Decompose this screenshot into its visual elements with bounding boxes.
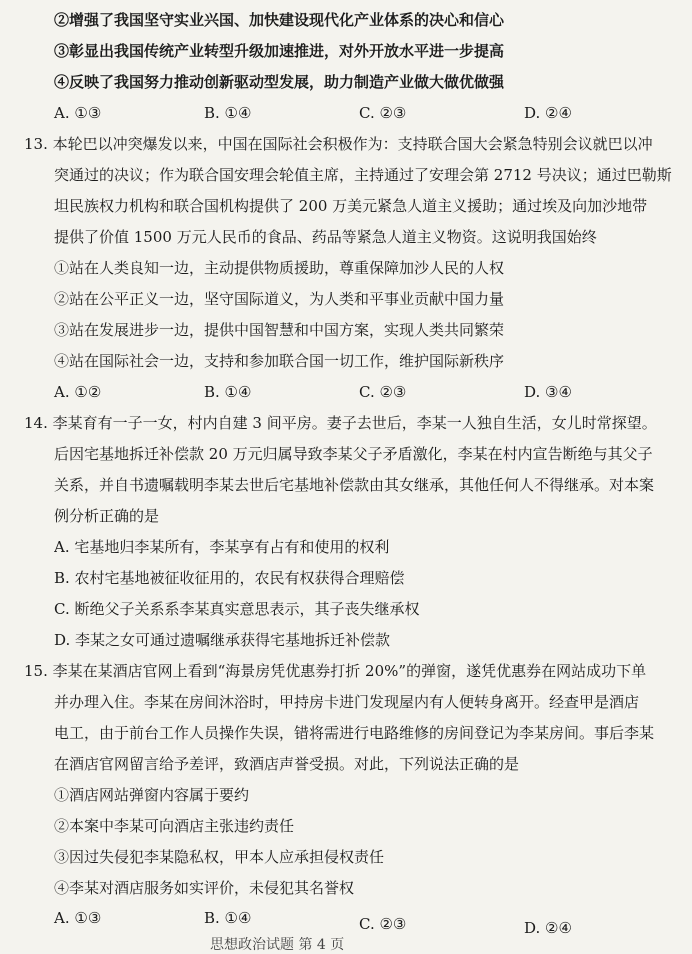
q14-stem-line: 例分析正确的是 <box>54 507 160 525</box>
q14-stem-line: 关系，并自书遗嘱载明李某去世后宅基地补偿款由其女继承，其他任何人不得继承。对本案 <box>54 476 655 494</box>
q13-stem-line: 13. 本轮巴以冲突爆发以来，中国在国际社会积极作为：支持联合国大会紧急特别会议就巴以冲 <box>24 135 653 153</box>
q12-option-a: A. ①③ <box>54 104 102 122</box>
q15-option-c: C. ②③ <box>359 915 407 933</box>
q12-option-b: B. ①④ <box>204 104 252 122</box>
q15-statement: ④李某对酒店服务如实评价，未侵犯其名誉权 <box>54 879 355 897</box>
q13-stem-line: 突通过的决议；作为联合国安理会轮值主席，主持通过了安理会第 2712 号决议；通过巴勒斯 <box>54 166 672 184</box>
q12-statement-3: ③彰显出我国传统产业转型升级加速推进，对外开放水平进一步提高 <box>54 42 505 60</box>
q13-stem-line: 坦民族权力机构和联合国机构提供了 200 万美元紧急人道主义援助；通过埃及向加沙地带 <box>54 197 648 215</box>
q15-option-a: A. ①③ <box>54 909 102 927</box>
q13-statement: ④站在国际社会一边，支持和参加联合国一切工作，维护国际新秩序 <box>54 352 505 370</box>
q13-option-d: D. ③④ <box>524 383 572 401</box>
q13-option-b: B. ①④ <box>204 383 252 401</box>
q14-option-a: A. 宅基地归李某所有，李某享有占有和使用的权利 <box>54 538 390 556</box>
q13-statement: ③站在发展进步一边，提供中国智慧和中国方案，实现人类共同繁荣 <box>54 321 505 339</box>
q12-option-d: D. ②④ <box>524 104 572 122</box>
q13-stem-line: 提供了价值 1500 万元人民币的食品、药品等紧急人道主义物资。这说明我国始终 <box>54 228 597 246</box>
q15-stem-line: 电工，由于前台工作人员操作失误，错将需进行电路维修的房间登记为李某房间。事后李某 <box>54 724 655 742</box>
q13-option-a: A. ①② <box>54 383 102 401</box>
q14-option-d: D. 李某之女可通过遗嘱继承获得宅基地拆迁补偿款 <box>54 631 391 649</box>
q13-options <box>54 382 674 404</box>
q15-statement: ①酒店网站弹窗内容属于要约 <box>54 786 250 804</box>
q15-statement: ②本案中李某可向酒店主张违约责任 <box>54 817 295 835</box>
q14-stem-line: 14. 李某育有一子一女，村内自建 3 间平房。妻子去世后，李某一人独自生活，女儿时常探望。 <box>24 414 657 432</box>
q15-option-b: B. ①④ <box>204 909 252 927</box>
q13-statement: ②站在公平正义一边，坚守国际道义，为人类和平事业贡献中国力量 <box>54 290 505 308</box>
q14-stem-line: 后因宅基地拆迁补偿款 20 万元归属导致李某父子矛盾激化，李某在村内宣告断绝与其父子 <box>54 445 653 463</box>
q15-stem-line: 15. 李某在某酒店官网上看到“海景房凭优惠券打折 20%”的弹窗，遂凭优惠券在网站成功下单 <box>24 662 647 680</box>
q15-option-d: D. ②④ <box>524 919 572 937</box>
page-footer: 思想政治试题 第 4 页 <box>210 937 345 953</box>
q12-option-c: C. ②③ <box>359 104 407 122</box>
q15-options <box>54 908 674 937</box>
q14-option-b: B. 农村宅基地被征收征用的，农民有权获得合理赔偿 <box>54 569 405 587</box>
q15-stem-line: 并办理入住。李某在房间沐浴时，甲持房卡进门发现屋内有人便转身离开。经查甲是酒店 <box>54 693 640 711</box>
q12-statement-2: ②增强了我国坚守实业兴国、加快建设现代化产业体系的决心和信心 <box>54 11 505 29</box>
q15-stem-line: 在酒店官网留言给予差评，致酒店声誉受损。对此，下列说法正确的是 <box>54 755 520 773</box>
q12-statement-4: ④反映了我国努力推动创新驱动型发展，助力制造产业做大做优做强 <box>54 73 505 91</box>
q13-statement: ①站在人类良知一边，主动提供物质援助，尊重保障加沙人民的人权 <box>54 259 505 277</box>
q14-option-c: C. 断绝父子关系系李某真实意思表示，其子丧失继承权 <box>54 600 420 618</box>
q12-options <box>54 103 674 125</box>
q15-statement: ③因过失侵犯李某隐私权，甲本人应承担侵权责任 <box>54 848 385 866</box>
q13-option-c: C. ②③ <box>359 383 407 401</box>
